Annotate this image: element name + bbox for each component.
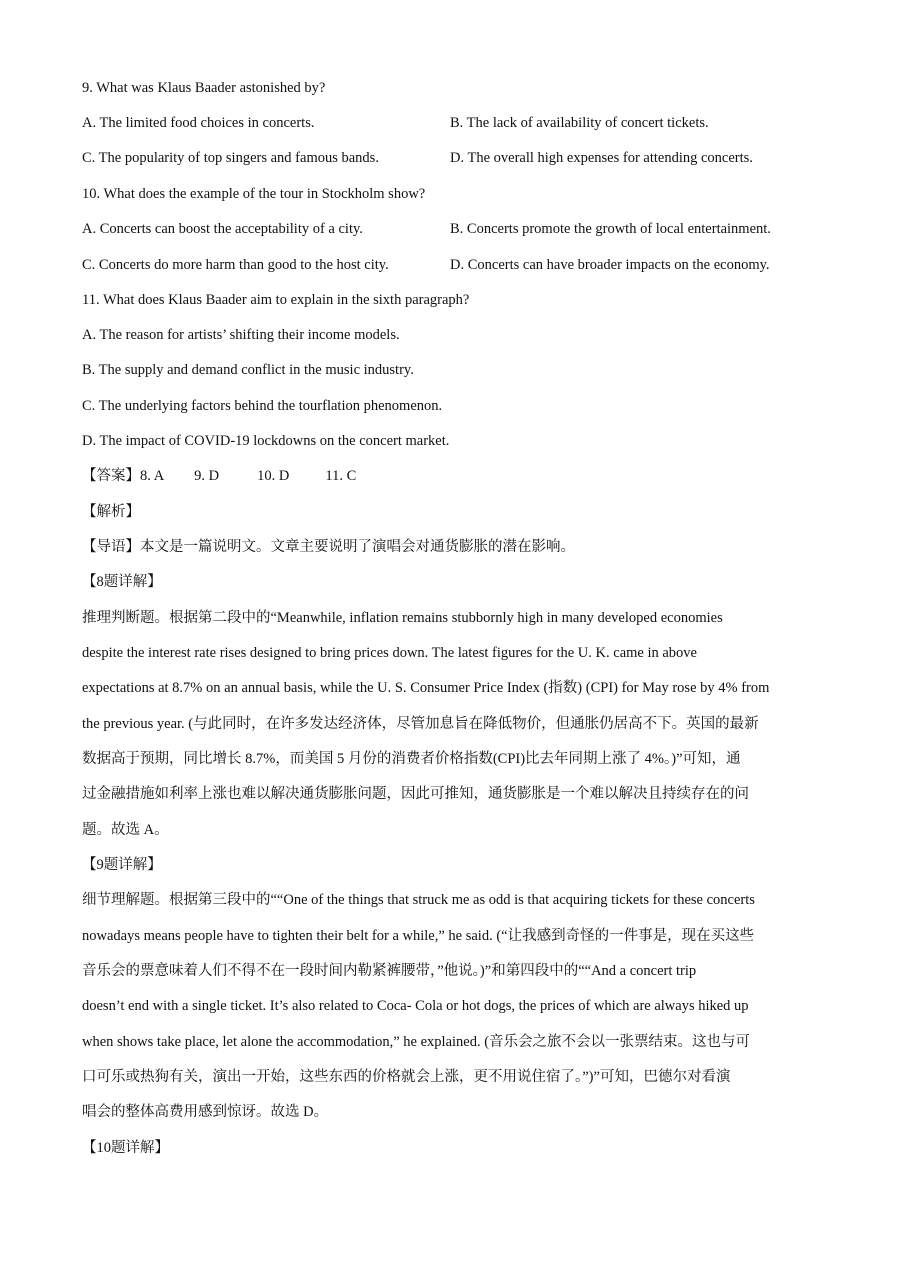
q9-line: when shows take place, let alone the accommodation,” he explained. (音乐会之旅不会以一张票结束。这也与可	[82, 1034, 751, 1050]
question-11-option-b: B. The supply and demand conflict in the music industry.	[82, 362, 414, 378]
q9-detail-heading: 【9题详解】	[82, 857, 162, 873]
answer-10: 10. D	[257, 468, 290, 484]
question-9-option-b: B. The lack of availability of concert tickets.	[450, 115, 709, 131]
answer-key	[82, 466, 356, 486]
q8-line: 推理判断题。根据第二段中的“Meanwhile, inflation remains stubbornly high in many developed economies	[82, 610, 723, 626]
q9-line: doesn’t end with a single ticket. It’s also related to Coca- Cola or hot dogs, the prices of which are always hiked up	[82, 998, 749, 1014]
question-10-stem: 10. What does the example of the tour in Stockholm show?	[82, 186, 426, 202]
q8-line: despite the interest rate rises designed to bring prices down. The latest figures for the U. K. came in above	[82, 645, 697, 661]
answer-11: 11. C	[325, 468, 357, 484]
q8-line: 题。故选 A。	[82, 822, 169, 838]
question-9-option-c: C. The popularity of top singers and famous bands.	[82, 150, 379, 166]
q9-line: nowadays means people have to tighten their belt for a while,” he said. (“让我感到奇怪的一件事是，现在买这些	[82, 928, 755, 944]
question-9-option-d: D. The overall high expenses for attending concerts.	[450, 150, 753, 166]
question-10-option-b: B. Concerts promote the growth of local entertainment.	[450, 221, 771, 237]
q8-line: the previous year. (与此同时，在许多发达经济体，尽管加息旨在降低物价，但通胀仍居高不下。英国的最新	[82, 716, 759, 732]
question-11-stem: 11. What does Klaus Baader aim to explain in the sixth paragraph?	[82, 292, 470, 308]
question-9-stem: 9. What was Klaus Baader astonished by?	[82, 80, 326, 96]
question-9-option-a: A. The limited food choices in concerts.	[82, 115, 315, 131]
q8-line: expectations at 8.7% on an annual basis, while the U. S. Consumer Price Index (指数) (CPI) for May rose by 4% from	[82, 680, 770, 696]
q9-line: 口可乐或热狗有关，演出一开始，这些东西的价格就会上涨，更不用说住宿了。”)”可知，巴德尔对看演	[82, 1069, 731, 1085]
analysis-intro: 【导语】本文是一篇说明文。文章主要说明了演唱会对通货膨胀的潜在影响。	[82, 539, 575, 555]
answer-label: 【答案】	[82, 468, 140, 484]
answer-9: 9. D	[194, 468, 220, 484]
q9-line: 音乐会的票意味着人们不得不在一段时间内勒紧裤腰带，”他说。)”和第四段中的““And a concert trip	[82, 963, 697, 979]
question-11-option-d: D. The impact of COVID-19 lockdowns on the concert market.	[82, 433, 450, 449]
q10-detail-heading: 【10题详解】	[82, 1140, 169, 1156]
analysis-label: 【解析】	[82, 504, 140, 520]
question-11-option-c: C. The underlying factors behind the tourflation phenomenon.	[82, 398, 443, 414]
question-10-option-d: D. Concerts can have broader impacts on the economy.	[450, 257, 770, 273]
q8-line: 数据高于预期，同比增长 8.7%，而美国 5 月份的消费者价格指数(CPI)比去年同期上涨了 4%。)”可知，通	[82, 751, 741, 767]
answer-8: 8. A	[140, 468, 165, 484]
q8-line: 过金融措施如利率上涨也难以解决通货膨胀问题，因此可推知，通货膨胀是一个难以解决且持续存在的问	[82, 786, 749, 802]
q8-detail-heading: 【8题详解】	[82, 574, 162, 590]
question-10-option-a: A. Concerts can boost the acceptability of a city.	[82, 221, 363, 237]
question-11-option-a: A. The reason for artists’ shifting their income models.	[82, 327, 400, 343]
q9-line: 唱会的整体高费用感到惊讶。故选 D。	[82, 1104, 329, 1120]
q9-line: 细节理解题。根据第三段中的““One of the things that struck me as odd is that acquiring tickets for these concerts	[82, 892, 755, 908]
question-10-option-c: C. Concerts do more harm than good to the host city.	[82, 257, 389, 273]
